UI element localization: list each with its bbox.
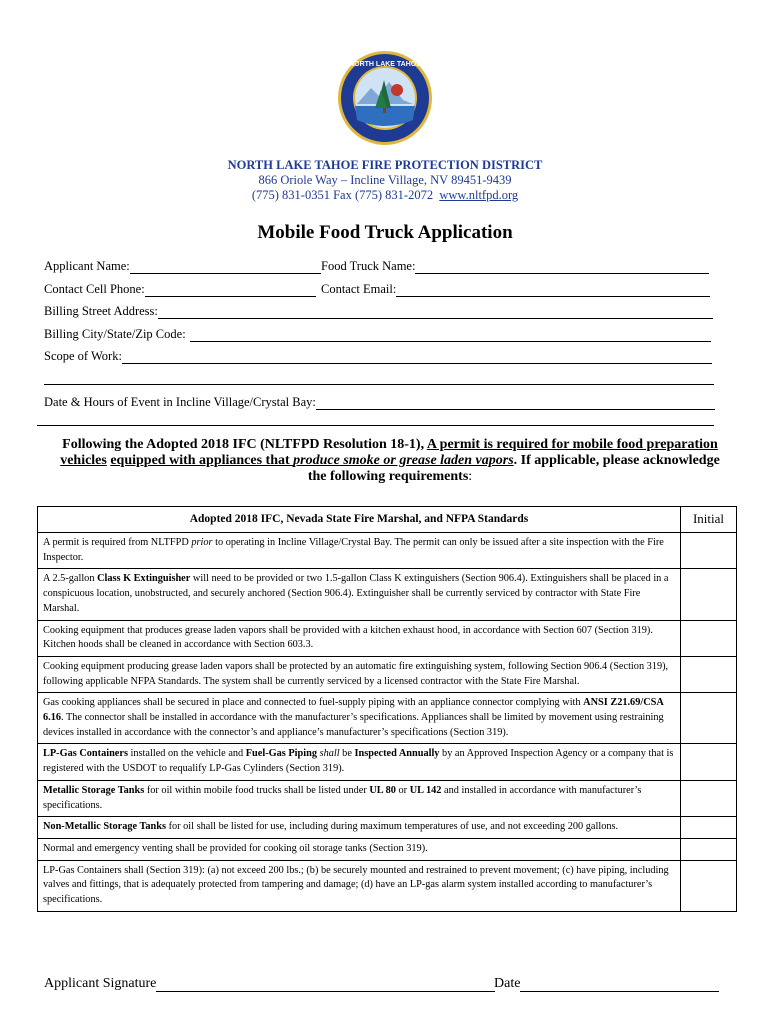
organization-address: 866 Oriole Way – Incline Village, NV 89451-9439 — [258, 173, 512, 187]
date-line[interactable] — [520, 978, 719, 992]
initial-cell[interactable] — [681, 838, 737, 860]
requirement-text: A permit is required from NLTFPD prior to operating in Incline Village/Crystal Bay. The permit can only be issued after a site inspection with the Fire Inspector. — [38, 533, 681, 569]
initial-cell[interactable] — [681, 780, 737, 816]
truck-name-label: Food Truck Name: — [321, 259, 416, 273]
cell-phone-label: Contact Cell Phone: — [44, 282, 145, 296]
initial-cell[interactable] — [681, 569, 737, 620]
billing-city-label: Billing City/State/Zip Code: — [44, 327, 186, 341]
requirement-text: Gas cooking appliances shall be secured in place and connected to fuel-supply piping with an appliance connector complying with ANSI Z21.69/CSA 6.16. The connector shall be installed in accordance with the manufacturer’s specifications. Appliances shall be limited by movement using restraining devices installed in accordance with the connector’s and appliance’s manufacturer’s specifications (Section 319). — [38, 693, 681, 744]
signature-line[interactable] — [156, 978, 495, 992]
initial-cell[interactable] — [681, 656, 737, 692]
requirement-text: A 2.5-gallon Class K Extinguisher will need to be provided or two 1.5-gallon Class K extinguishers (Section 906.4). Extinguishers shall be placed in a conspicuous location, unobstructed, and securely anchored (Section 906.4). Extinguisher shall be currently serviced by contractor with State Fire Marshal. — [38, 569, 681, 620]
scope-field[interactable] — [44, 348, 712, 364]
requirement-text: Cooking equipment that produces grease laden vapors shall be provided with a kitchen exhaust hood, in accordance with Section 607 (Section 319). Kitchen hoods shall be cleaned in accordance with Section 603.3. — [38, 620, 681, 656]
requirement-text: Cooking equipment producing grease laden vapors shall be protected by an automatic fire extinguishing system, following Section 906.4 (Section 319), following applicable NFPA Standards. The system shall be currently serviced by a licensed contractor with the State Fire Marshal. — [38, 656, 681, 692]
signature-label: Applicant Signature — [44, 976, 157, 991]
organization-contact: (775) 831-0351 Fax (775) 831-2072 www.nltfpd.org — [251, 188, 519, 202]
initial-cell[interactable] — [681, 693, 737, 744]
email-line[interactable] — [396, 285, 710, 297]
applicant-name-label: Applicant Name: — [44, 259, 130, 273]
table-row — [38, 838, 737, 860]
applicant-name-field[interactable] — [44, 258, 321, 274]
requirement-text: Non-Metallic Storage Tanks for oil shall be listed for use, including during maximum temperatures of use, and not exceeding 200 gallons. — [38, 817, 681, 839]
event-dates-line[interactable] — [316, 398, 715, 410]
organization-header — [0, 158, 770, 203]
table-row — [38, 817, 737, 839]
table-row — [38, 620, 737, 656]
billing-city-field[interactable] — [44, 326, 711, 342]
truck-name-field[interactable] — [321, 258, 709, 274]
table-row — [38, 860, 737, 911]
billing-street-field[interactable] — [44, 303, 713, 319]
requirements-table — [37, 506, 737, 912]
cell-phone-line[interactable] — [145, 285, 316, 297]
scope-line[interactable] — [122, 352, 712, 364]
cell-phone-field[interactable] — [44, 281, 316, 297]
initial-column-header: Initial — [681, 507, 737, 533]
event-dates-field[interactable] — [44, 394, 715, 410]
seal-ring-text: NORTH LAKE TAHOE — [349, 61, 421, 68]
table-row — [38, 780, 737, 816]
scope-extra-line[interactable] — [44, 384, 714, 385]
billing-street-label: Billing Street Address: — [44, 304, 158, 318]
initial-cell[interactable] — [681, 620, 737, 656]
email-label: Contact Email: — [321, 282, 397, 296]
table-row — [38, 744, 737, 780]
table-row — [38, 569, 737, 620]
scope-label: Scope of Work: — [44, 349, 122, 363]
district-seal-logo — [337, 50, 433, 146]
requirement-text: LP-Gas Containers installed on the vehicle and Fuel-Gas Piping shall be Inspected Annually by an Approved Inspection Agency or a company that is registered with the USDOT to requalify LP-Gas Cylinders (Section 319). — [38, 744, 681, 780]
table-row — [38, 656, 737, 692]
initial-cell[interactable] — [681, 744, 737, 780]
date-field[interactable] — [494, 974, 719, 992]
event-dates-label: Date & Hours of Event in Incline Village/Crystal Bay: — [44, 395, 316, 409]
applicant-name-line[interactable] — [130, 262, 321, 274]
requirement-text: Normal and emergency venting shall be provided for cooking oil storage tanks (Section 319). — [38, 838, 681, 860]
truck-name-line[interactable] — [415, 262, 709, 274]
organization-website-link[interactable]: www.nltfpd.org — [439, 188, 519, 202]
email-field[interactable] — [321, 281, 710, 297]
billing-city-line[interactable] — [190, 330, 711, 342]
signature-field[interactable] — [44, 974, 495, 992]
table-row — [38, 693, 737, 744]
initial-cell[interactable] — [681, 533, 737, 569]
section-divider — [37, 425, 714, 426]
date-label: Date — [494, 976, 521, 991]
table-header-row — [38, 507, 737, 533]
organization-name: NORTH LAKE TAHOE FIRE PROTECTION DISTRICT — [227, 158, 543, 172]
billing-street-line[interactable] — [158, 307, 713, 319]
table-row — [38, 533, 737, 569]
requirement-text: LP-Gas Containers shall (Section 319): (a) not exceed 200 lbs.; (b) be securely mounted and restrained to prevent movement; (c) have piping, including valves and fittings, that is adequately protected from tampering and damage; (d) have an LP-gas alarm system installed according to manufacturer’s specifications. — [38, 860, 681, 911]
initial-cell[interactable] — [681, 860, 737, 911]
initial-cell[interactable] — [681, 817, 737, 839]
table-header: Adopted 2018 IFC, Nevada State Fire Marshal, and NFPA Standards — [38, 507, 681, 533]
requirement-text: Metallic Storage Tanks for oil within mobile food trucks shall be listed under UL 80 or UL 142 and installed in accordance with manufacturer’s specifications. — [38, 780, 681, 816]
form-title: Mobile Food Truck Application — [257, 222, 513, 243]
permit-notice: Following the Adopted 2018 IFC (NLTFPD Resolution 18-1), A permit is required for mobile food preparation vehicles equipped with appliances that produce smoke or grease laden vapors. If applicable, please acknowledge the following requirements: — [60, 437, 720, 484]
